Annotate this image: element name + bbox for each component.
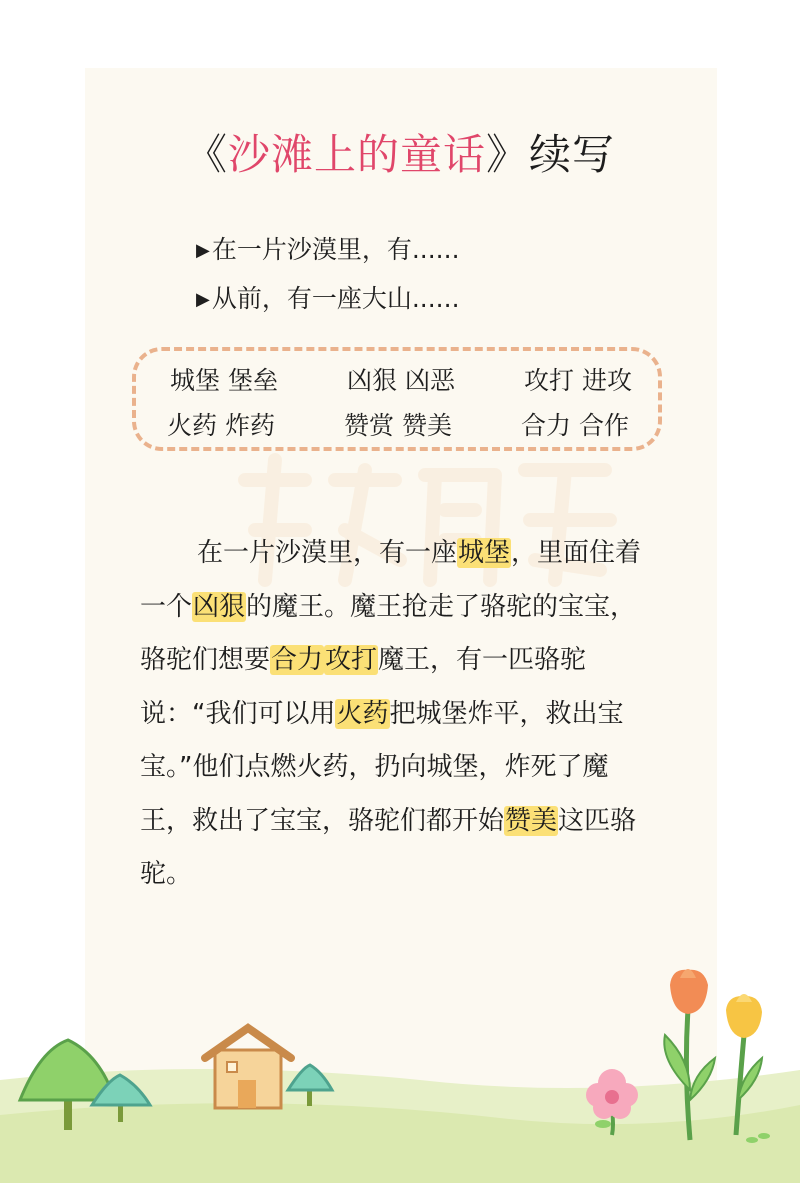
story-text: 在一片沙漠里，有一座	[197, 538, 458, 568]
story-paragraph	[140, 527, 650, 902]
story-text: 魔王，有一匹骆驼说：“我们可以用	[140, 645, 587, 729]
highlighted-word: 城堡	[458, 538, 511, 568]
play-arrow-icon: ▶	[196, 240, 210, 261]
word-pair: 凶狠 凶恶	[347, 366, 455, 395]
prompt-list	[196, 226, 460, 324]
highlighted-word: 火药	[336, 698, 389, 729]
story-text: 把城堡炸平，救出宝宝。”他们点燃火药，扔向城堡，炸死了魔王，救出了宝宝，骆驼们都开始	[140, 698, 624, 836]
word-pair: 火药 炸药	[167, 411, 275, 440]
prompt-text: 在一片沙漠里，有......	[211, 235, 460, 264]
highlighted-word: 合力	[271, 645, 324, 675]
story-text: 的魔王。魔王抢走了骆驼的宝宝，骆驼们想要	[140, 591, 637, 675]
highlighted-word: 凶狠	[193, 591, 246, 622]
vocabulary-box	[132, 347, 662, 451]
title-open: 《	[184, 130, 228, 179]
highlighted-word: 赞美	[505, 805, 558, 836]
prompt-text: 从前，有一座大山......	[211, 284, 460, 313]
word-pair: 赞赏 赞美	[344, 411, 452, 440]
word-pair: 城堡 堡垒	[170, 366, 278, 395]
word-pair: 合力 合作	[521, 411, 629, 440]
title-close: 》续写	[486, 130, 616, 179]
play-arrow-icon: ▶	[196, 289, 210, 310]
prompt-item	[196, 226, 460, 275]
word-pair: 攻打 进攻	[524, 366, 632, 395]
story-text: ，里面住着一个	[140, 538, 642, 622]
title-highlight: 沙滩上的童话	[227, 130, 486, 179]
house-icon	[205, 1028, 291, 1108]
prompt-item	[196, 275, 460, 324]
story-text: 这匹骆驼。	[140, 805, 637, 889]
highlighted-word: 攻打	[325, 645, 378, 675]
landscape-illustration	[0, 940, 800, 1183]
page-title	[0, 122, 800, 182]
